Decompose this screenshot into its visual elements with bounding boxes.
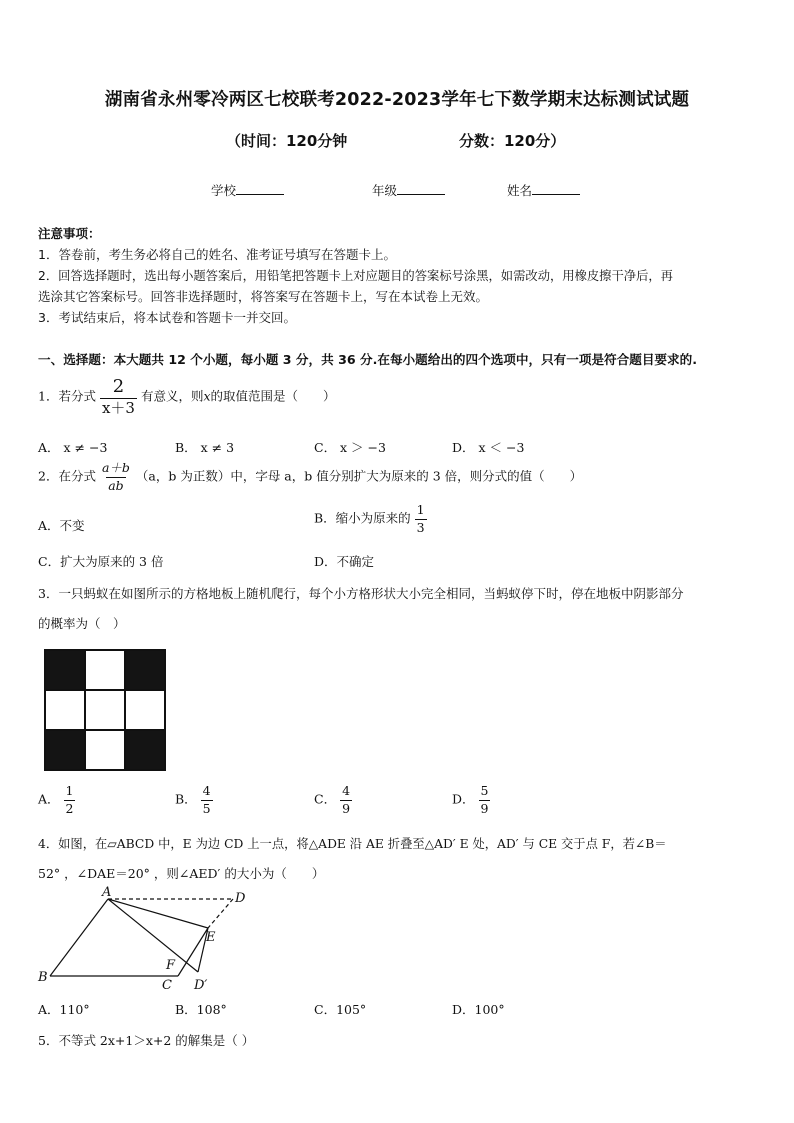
q3-option-a (38, 785, 75, 815)
q3-d-num: 5 (480, 783, 489, 798)
name-blank (532, 182, 580, 195)
note-2b: 选涂其它答案标号。回答非选择题时，将答案写在答题卡上，写在本试卷上无效。 (38, 289, 489, 304)
q3-c-den: 9 (342, 800, 351, 816)
q2-option-b-fraction (415, 504, 427, 534)
q4-stem-line2: 52° ，∠DAE＝20° ，则∠AED′ 的大小为（ ） (38, 866, 325, 881)
q3-a-den: 2 (65, 800, 74, 816)
board-cell (85, 730, 125, 770)
q3-b-den: 5 (202, 800, 211, 816)
q3-b-label: B． (175, 791, 197, 807)
note-3: 3．考试结束后，将本试卷和答题卡一并交回。 (38, 310, 296, 325)
name-label: 姓名 (507, 183, 533, 198)
q2-b-numerator: 1 (416, 502, 425, 517)
q1-stem-pre: 1．若分式 (38, 388, 96, 404)
q3-d-label: D． (452, 791, 475, 807)
board-cell (45, 730, 85, 770)
grade-label: 年级 (372, 183, 398, 198)
edge-ad-prime (108, 899, 198, 972)
q4-stem-line1: 4．如图，在▱ABCD 中，E 为边 CD 上一点，将△ADE 沿 AE 折叠至△AD′ E 处，AD′ 与 CE 交于点 F，若∠B＝ (38, 837, 667, 851)
edge-ab (50, 899, 108, 976)
point-c-label: C (162, 978, 172, 993)
q1-stem-post2: 的取值范围是（ ） (210, 388, 336, 404)
q3-option-d (452, 785, 490, 815)
board-cell (85, 650, 125, 690)
q3-d-den: 9 (480, 800, 489, 816)
q2-option-b-text: B．缩小为原来的 (314, 510, 411, 526)
q3-c-fraction (340, 785, 352, 815)
q3-a-label: A． (38, 791, 60, 807)
point-b-label: B (38, 970, 48, 985)
q1-option-b: B． x ≠ 3 (175, 440, 235, 455)
q1-var: x (203, 388, 211, 404)
note-1: 1．答卷前，考生务必将自己的姓名、准考证号填写在答题卡上。 (38, 247, 396, 262)
q1-stem-post: 有意义，则 (140, 388, 204, 404)
q1-option-d: D． x ＜ −3 (452, 440, 525, 455)
page-title: 湖南省永州零冷两区七校联考2022-2023学年七下数学期末达标测试试题 (104, 90, 690, 110)
q3-c-label: C． (314, 791, 337, 807)
edge-ce (178, 928, 208, 976)
q2-stem-pre: 2．在分式 (38, 468, 96, 484)
question-2 (38, 462, 582, 492)
fold-ae (108, 899, 208, 928)
checkerboard-figure (44, 649, 166, 771)
q1-fraction (100, 378, 137, 416)
grade-blank (397, 182, 445, 195)
school-label: 学校 (211, 183, 237, 198)
edge-de-dashed (208, 899, 233, 928)
note-2a: 2．回答选择题时，选出每小题答案后，用铅笔把答题卡上对应题目的答案标号涂黑，如需改动，用橡皮擦干净后，再 (38, 269, 673, 283)
point-d-label: D (235, 891, 246, 906)
q2-option-d: D．不确定 (314, 554, 375, 569)
section-heading: 一、选择题：本大题共 12 个小题，每小题 3 分，共 36 分.在每小题给出的四个选项中，只有一项是符合题目要求的. (38, 352, 698, 367)
school-field (211, 181, 284, 199)
q3-b-num: 4 (202, 783, 211, 798)
q2-b-denominator: 3 (416, 519, 425, 535)
q3-b-fraction (201, 785, 213, 815)
q1-denominator: x＋3 (101, 399, 135, 417)
point-f-label: F (166, 958, 176, 973)
school-blank (236, 182, 284, 195)
board-cell (125, 690, 165, 730)
q2-denominator: ab (108, 477, 124, 493)
q3-stem-line1: 3．一只蚂蚁在如图所示的方格地板上随机爬行，每个小方格形状大小完全相同，当蚂蚁停下时，停在地板中阴影部分 (38, 586, 684, 601)
grade-field (372, 181, 445, 199)
exam-score: 分数：120分） (459, 132, 566, 150)
q2-numerator: a＋b (101, 460, 130, 475)
q2-option-a: A．不变 (38, 518, 85, 533)
q4-option-b: B．108° (175, 1002, 227, 1017)
q1-numerator: 2 (112, 376, 125, 397)
q2-stem-post: （a，b 为正数）中，字母 a，b 值分别扩大为原来的 3 倍，则分式的值（ ） (135, 468, 583, 484)
board-cell (125, 730, 165, 770)
point-a-label: A (102, 885, 112, 900)
q3-d-fraction (479, 785, 491, 815)
q4-option-a: A．110° (38, 1002, 90, 1017)
point-e-label: E (206, 930, 216, 945)
q3-option-b (175, 785, 213, 815)
board-cell (45, 650, 85, 690)
parallelogram-figure (30, 884, 260, 994)
q4-option-c: C．105° (314, 1002, 367, 1017)
question-1 (38, 378, 336, 416)
q3-a-num: 1 (65, 783, 74, 798)
q1-option-a: A． x ≠ −3 (38, 440, 108, 455)
q3-stem-line2: 的概率为（ ） (38, 616, 126, 631)
notes-heading: 注意事项： (38, 226, 101, 241)
board-cell (85, 690, 125, 730)
board-cell (45, 690, 85, 730)
q3-a-fraction (64, 785, 76, 815)
q3-c-num: 4 (342, 783, 351, 798)
exam-time: （时间：120分钟 (226, 132, 348, 150)
point-d-prime-label: D′ (194, 978, 208, 993)
q2-option-b (314, 504, 427, 534)
q4-option-d: D．100° (452, 1002, 505, 1017)
board-cell (125, 650, 165, 690)
name-field (507, 181, 580, 199)
q2-fraction (100, 462, 132, 492)
q5-stem: 5．不等式 2x+1＞x+2 的解集是（ ） (38, 1033, 255, 1048)
q2-option-c: C．扩大为原来的 3 倍 (38, 554, 164, 569)
q3-option-c (314, 785, 352, 815)
q1-option-c: C． x ＞ −3 (314, 440, 386, 455)
